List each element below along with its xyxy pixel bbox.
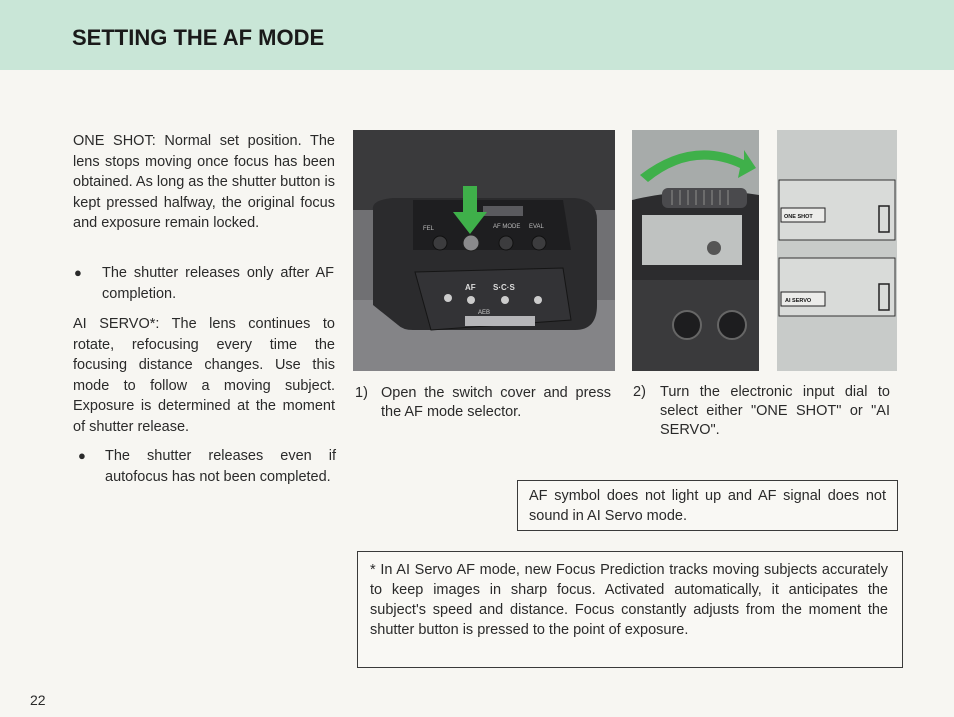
bullet-dot-1: ● bbox=[74, 265, 82, 280]
af-symbol-note: AF symbol does not light up and AF signal does not sound in AI Servo mode. bbox=[529, 488, 886, 524]
one-shot-bullet: The shutter releases only after AF completion. bbox=[102, 265, 334, 302]
footnote-box bbox=[357, 551, 903, 668]
display-af-label: AF bbox=[465, 283, 476, 292]
ai-servo-description: AI SERVO*: The lens continues to rotate, refocusing every time the focusing distance changes. Use this mode to follow a moving subject. Exposure is determined at the moment of shutter release. bbox=[73, 316, 335, 435]
step-2-caption: Turn the electronic input dial to select either "ONE SHOT" or "AI SERVO". bbox=[660, 384, 890, 438]
photo-af-mode-selector bbox=[353, 130, 615, 371]
ai-servo-bullet: The shutter releases even if autofocus has not been completed. bbox=[105, 448, 336, 485]
step-1-number: 1) bbox=[355, 385, 368, 401]
label-fel: FEL bbox=[423, 226, 435, 232]
ai-servo-footnote: * In AI Servo AF mode, new Focus Prediction tracks moving subjects accurately to keep images in sharp focus. Activated automatically, it anticipates the subject's speed and distance. Focus constantly adjusts from the moment the shutter button is pressed to the point of exposure. bbox=[370, 562, 888, 638]
dial-illustration bbox=[632, 130, 759, 371]
one-shot-description: ONE SHOT: Normal set position. The lens stops moving once focus has been obtained. As long as the shutter button is kept pressed halfway, the original focus and exposure remain locked. bbox=[73, 133, 335, 231]
af-symbol-note-box bbox=[517, 480, 898, 531]
step-2-number: 2) bbox=[633, 384, 646, 400]
photo-electronic-input-dial bbox=[632, 130, 759, 371]
page-number: 22 bbox=[30, 692, 46, 708]
lcd-one-shot-label: ONE SHOT bbox=[784, 214, 813, 220]
step-1-caption: Open the switch cover and press the AF mode selector. bbox=[381, 385, 611, 420]
label-af-mode: AF MODE bbox=[493, 224, 521, 230]
lcd-illustration bbox=[777, 130, 897, 371]
header-band bbox=[0, 0, 954, 70]
photo-lcd-panels bbox=[777, 130, 897, 371]
lcd-ai-servo-label: AI SERVO bbox=[785, 298, 812, 304]
display-aeb-label: AEB bbox=[478, 310, 491, 316]
page-title: SETTING THE AF MODE bbox=[72, 25, 325, 50]
svg-text:S·C·S: S·C·S bbox=[493, 283, 515, 292]
camera-switch-panel-illustration bbox=[353, 130, 615, 371]
label-eval: EVAL bbox=[529, 224, 544, 230]
bullet-dot-2: ● bbox=[78, 448, 86, 463]
